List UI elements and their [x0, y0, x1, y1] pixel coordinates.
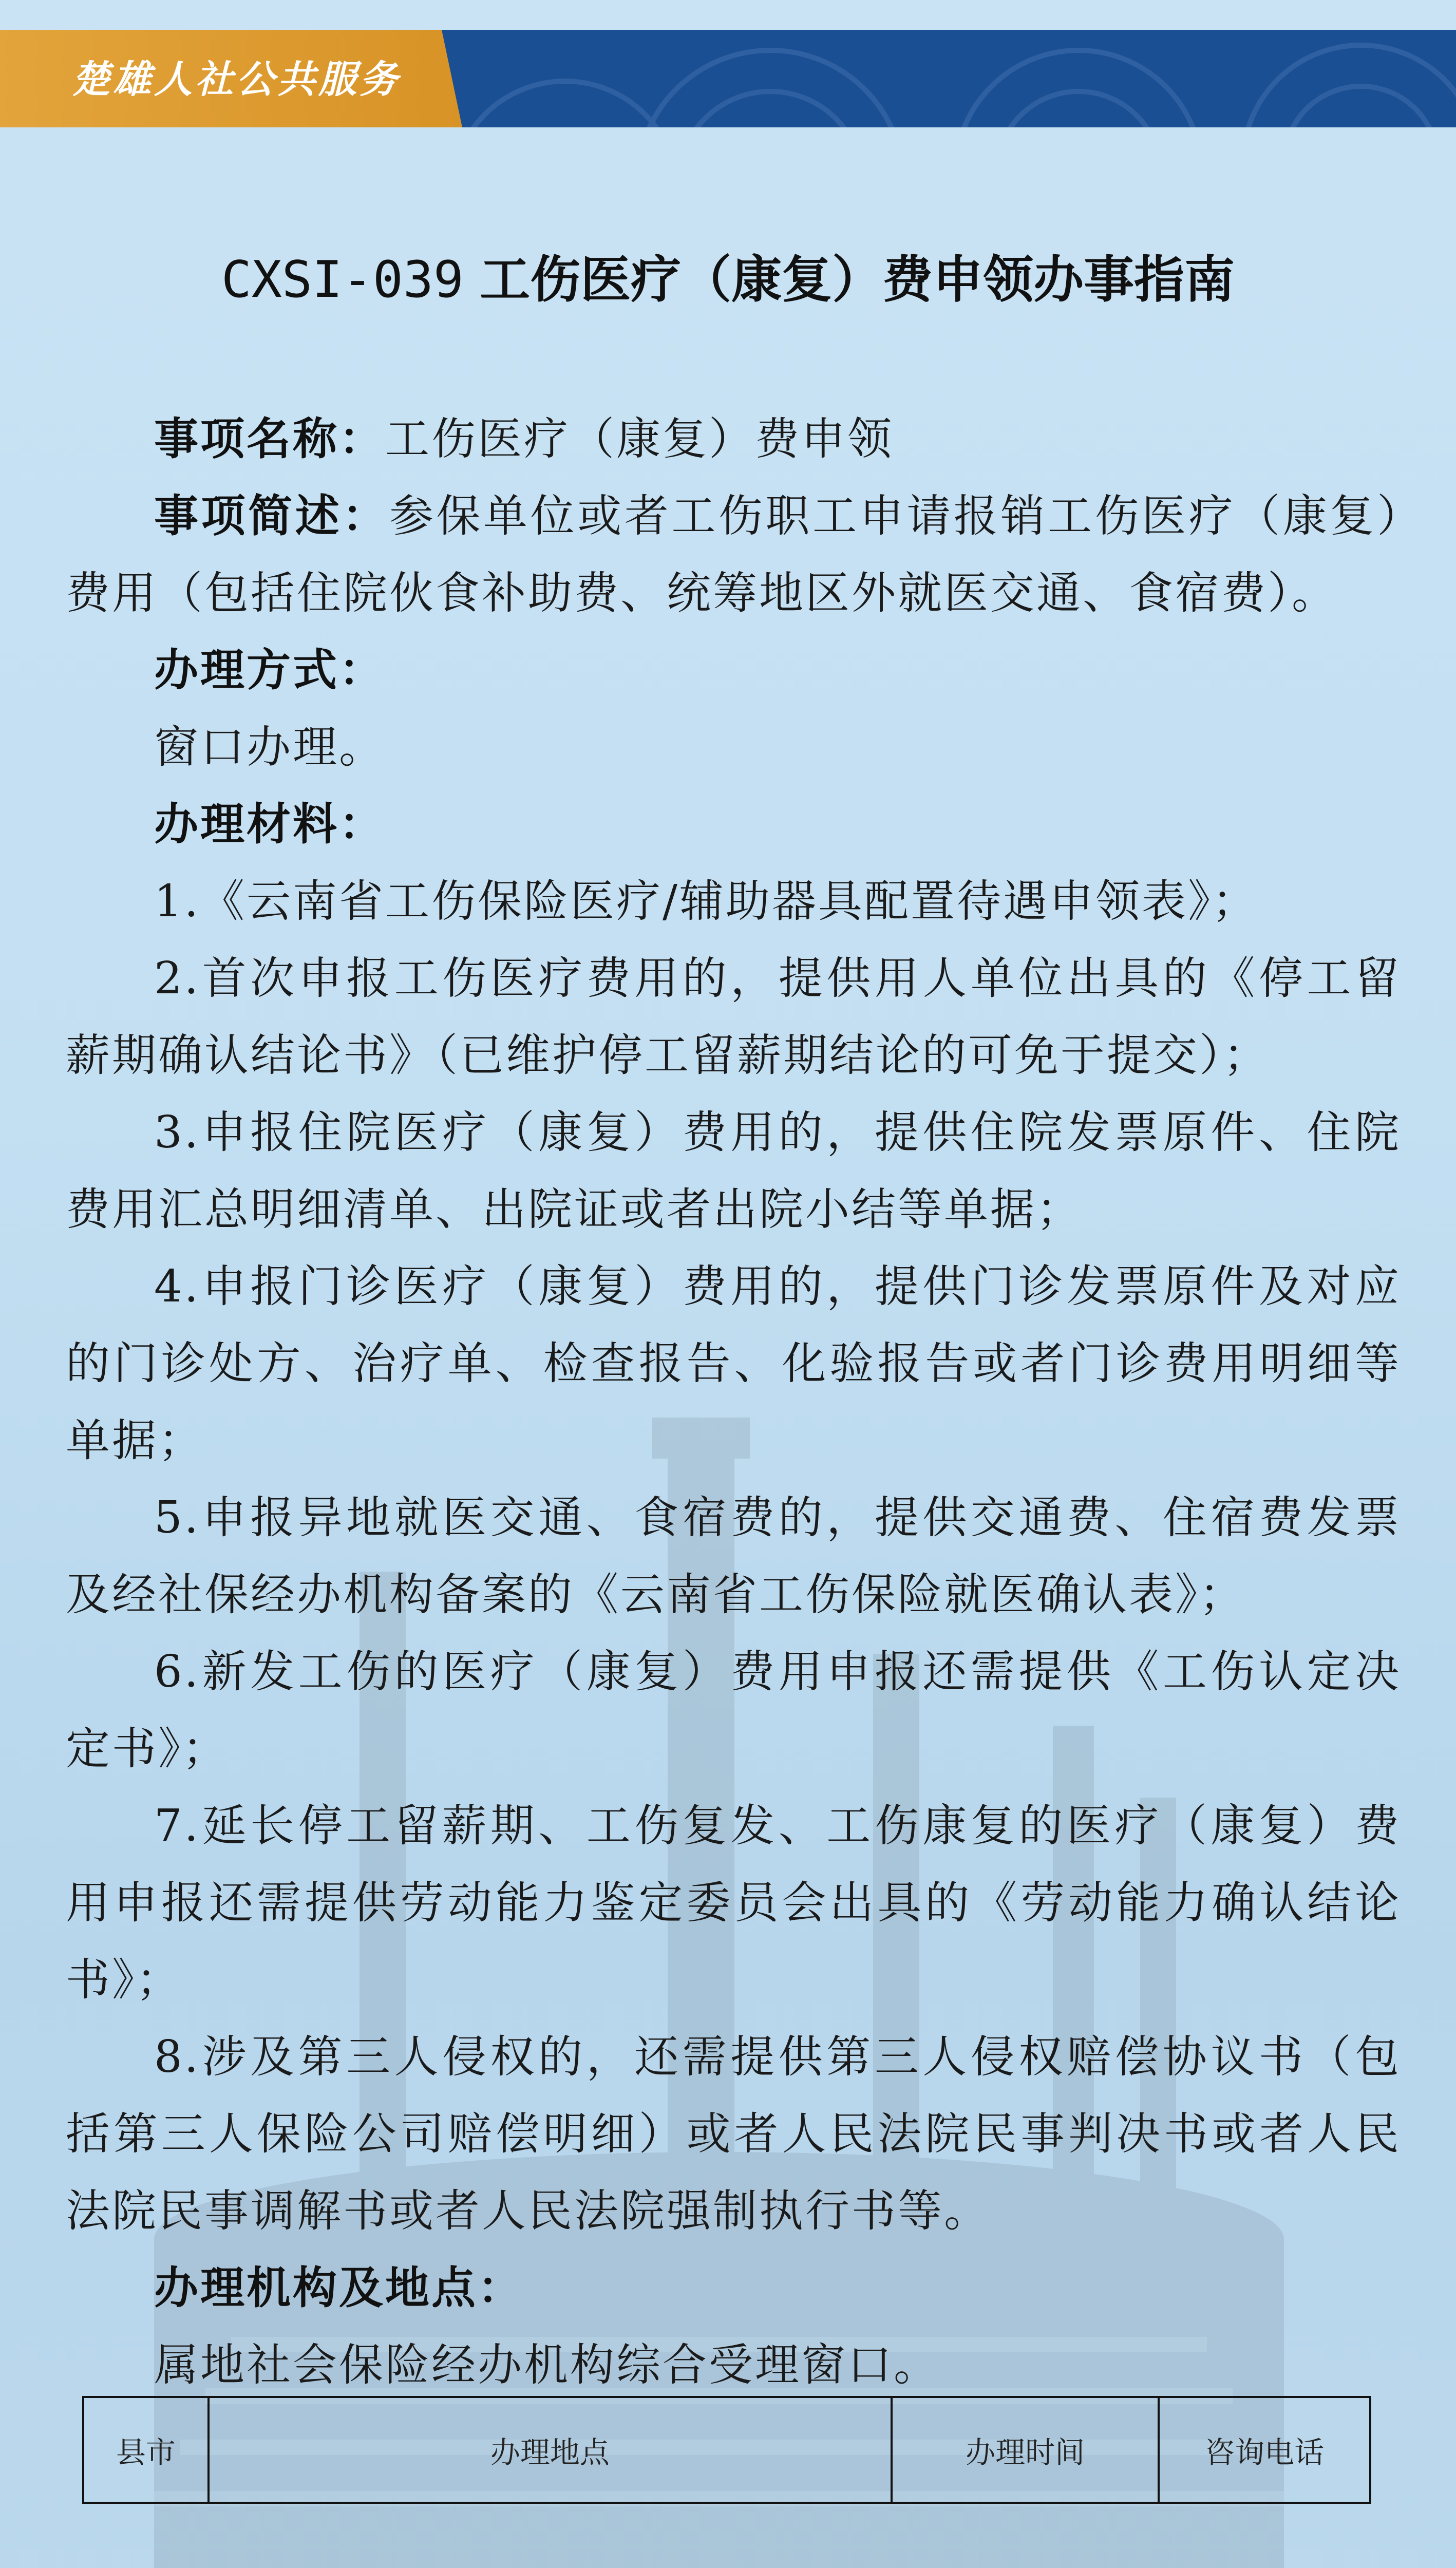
- method-value: 窗口办理。: [154, 722, 385, 773]
- document-title: 工伤医疗（康复）费申领办事指南: [480, 251, 1235, 309]
- table-header-hours: 办理时间: [892, 2397, 1159, 2503]
- material-item: 1.《云南省工伤保险医疗/辅助器具配置待遇申领表》；: [154, 876, 1259, 927]
- table-header-row: [83, 2397, 1370, 2503]
- item-name-line: [66, 401, 1401, 478]
- material-item: 2.首次申报工伤医疗费用的，提供用人单位出具的《停工留薪期确认结论书》（已维护停工留薪期结论的可免于提交）；: [66, 953, 1401, 1081]
- material-item: 3.申报住院医疗（康复）费用的，提供住院发票原件、住院费用汇总明细清单、出院证或者出院小结等单据；: [66, 1107, 1401, 1235]
- table-header-address: 办理地点: [209, 2397, 892, 2503]
- location-heading: [66, 2250, 1401, 2327]
- material-item: 4.申报门诊医疗（康复）费用的，提供门诊发票原件及对应的门诊处方、治疗单、检查报告、化验报告或者门诊费用明细等单据；: [66, 1261, 1401, 1466]
- summary-label: 事项简述：: [154, 490, 389, 542]
- method-label: 办理方式：: [154, 645, 385, 696]
- location-label: 办理机构及地点：: [154, 2262, 524, 2314]
- item-name-value: 工伤医疗（康复）费申领: [385, 413, 894, 465]
- page-title: [0, 241, 1456, 318]
- material-item: 7.延长停工留薪期、工伤复发、工伤康复的医疗（康复）费用申报还需提供劳动能力鉴定委员会出具的《劳动能力确认结论书》；: [66, 1800, 1401, 2006]
- materials-label: 办理材料：: [154, 799, 385, 850]
- document-code: CXSI-039: [221, 251, 464, 309]
- materials-heading: [66, 786, 1401, 863]
- summary-line: [66, 478, 1401, 632]
- material-item: 5.申报异地就医交通、食宿费的，提供交通费、住宿费发票及经社保经办机构备案的《云南省工伤保险就医确认表》；: [66, 1492, 1401, 1620]
- summary-value: 参保单位或者工伤职工申请报销工伤医疗（康复）费用（包括住院伙食补助费、统筹地区外就医交通、食宿费）。: [66, 490, 1402, 619]
- method-heading: [66, 632, 1401, 709]
- material-item: 6.新发工伤的医疗（康复）费用申报还需提供《工伤认定决定书》；: [66, 1646, 1401, 1774]
- brand-title: 楚雄人社公共服务: [72, 58, 401, 102]
- guide-content: [66, 401, 1401, 2404]
- location-value: 属地社会保险经办机构综合受理窗口。: [154, 2339, 940, 2391]
- office-table: [82, 2396, 1371, 2504]
- table-header-county: 县市: [83, 2397, 209, 2503]
- material-item: 8.涉及第三人侵权的，还需提供第三人侵权赔偿协议书（包括第三人保险公司赔偿明细）或者人民法院民事判决书或者人民法院民事调解书或者人民法院强制执行书等。: [66, 2031, 1401, 2237]
- table-header-phone: 咨询电话: [1159, 2397, 1370, 2503]
- item-name-label: 事项名称：: [154, 413, 385, 465]
